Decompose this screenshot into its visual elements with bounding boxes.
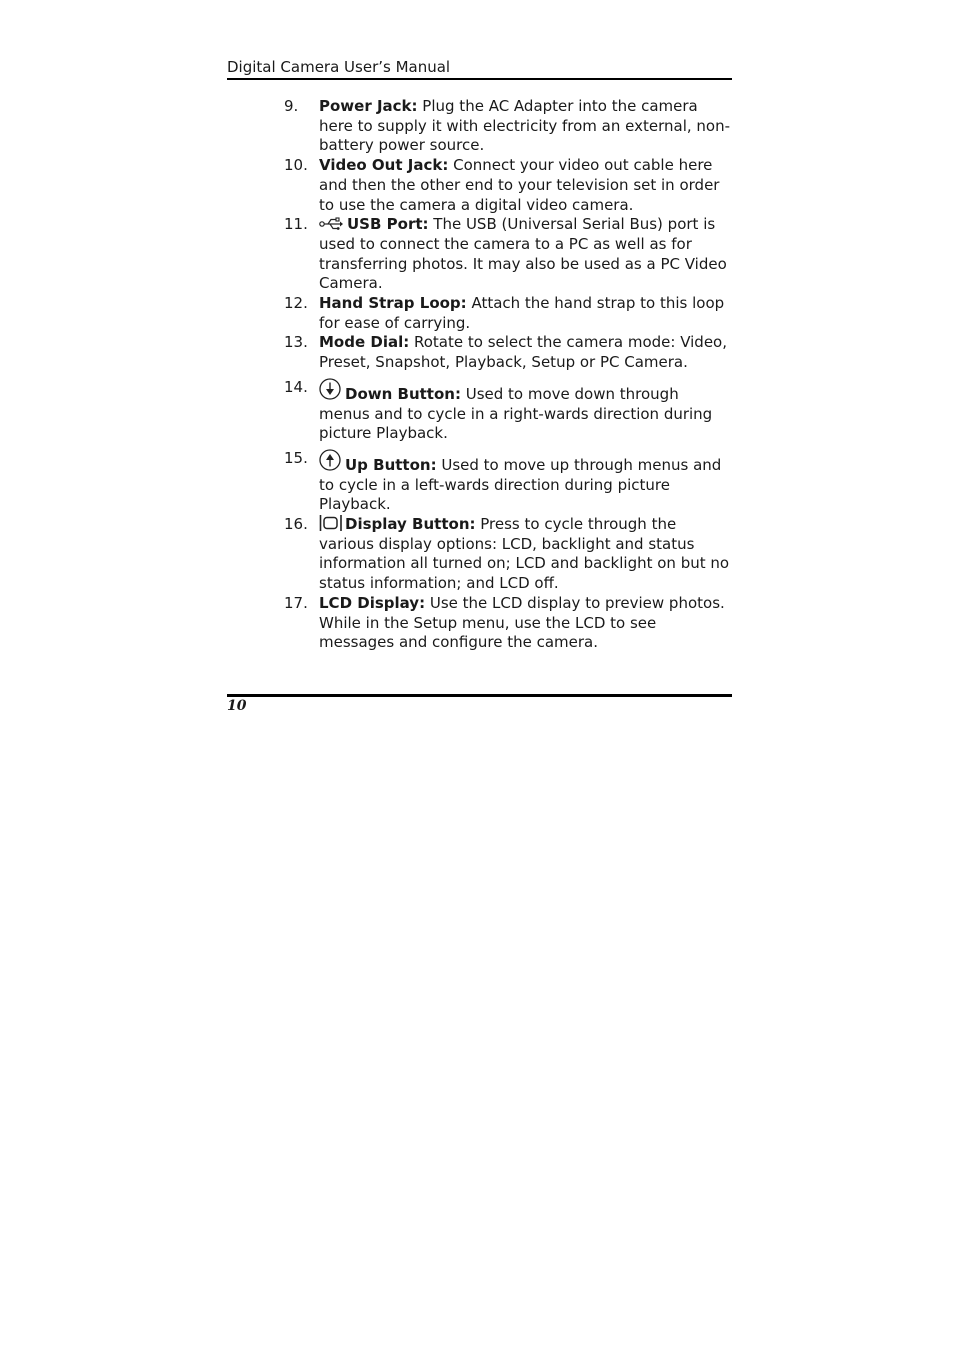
down-arrow-circle-icon [319, 378, 341, 400]
list-item-lcd-display [284, 594, 734, 653]
page-number: 10 [227, 698, 247, 714]
item-term: Up Button: [345, 455, 437, 474]
item-term: Video Out Jack: [319, 156, 449, 175]
list-item-up-button [284, 449, 734, 515]
list-item-video-out-jack [284, 156, 734, 215]
list-item-power-jack [284, 97, 734, 156]
item-term: Power Jack: [319, 97, 418, 115]
item-description: Connect your video out cable here and then the other end to your television set in order to use the camera a digital video camera. [319, 156, 720, 214]
item-description: Press to cycle through the various display options: LCD, backlight and status information all turned on; LCD and backlight on but no status information; and LCD off. [319, 515, 730, 593]
item-number: 11. [284, 215, 308, 234]
item-number: 12. [284, 294, 308, 313]
item-term: Display Button: [345, 515, 476, 534]
item-term: USB Port: [347, 215, 429, 234]
item-description: Plug the AC Adapter into the camera here to supply it with electricity from an external, non-battery power source. [319, 97, 731, 155]
list-item-mode-dial [284, 333, 734, 372]
item-description: The USB (Universal Serial Bus) port is used to connect the camera to a PC as well as for transferring photos. It may also be used as a PC Video Camera. [319, 215, 727, 293]
up-arrow-circle-icon [319, 449, 341, 471]
component-list [284, 97, 734, 653]
item-term: LCD Display: [319, 593, 426, 612]
page-header [227, 58, 732, 80]
list-item-hand-strap-loop [284, 294, 734, 333]
item-term: Hand Strap Loop: [319, 294, 467, 313]
item-number: 15. [284, 448, 308, 467]
item-number: 16. [284, 515, 308, 534]
item-description: Rotate to select the camera mode: Video, Preset, Snapshot, Playback, Setup or PC Camera. [319, 333, 727, 372]
item-description: Used to move down through menus and to cycle in a right-wards direction during picture Playback. [319, 384, 713, 443]
list-item-down-button [284, 378, 734, 444]
item-description: Attach the hand strap to this loop for ease of carrying. [319, 294, 725, 332]
list-item-display-button [284, 515, 734, 594]
item-number: 9. [284, 97, 299, 115]
item-number: 10. [284, 156, 308, 175]
item-number: 13. [284, 333, 308, 352]
item-term: Mode Dial: [319, 333, 410, 352]
manual-title: Digital Camera User’s Manual [227, 58, 451, 76]
item-number: 17. [284, 593, 308, 612]
item-description: Use the LCD display to preview photos. While in the Setup menu, use the LCD to see messages and configure the camera. [319, 593, 725, 652]
display-icon [319, 515, 343, 531]
item-number: 14. [284, 377, 308, 396]
item-description: Used to move up through menus and to cycle in a left-wards direction during picture Playback. [319, 455, 722, 514]
item-term: Down Button: [345, 384, 461, 403]
usb-icon [319, 217, 343, 231]
footer-divider [227, 694, 732, 697]
list-item-usb-port [284, 215, 734, 294]
